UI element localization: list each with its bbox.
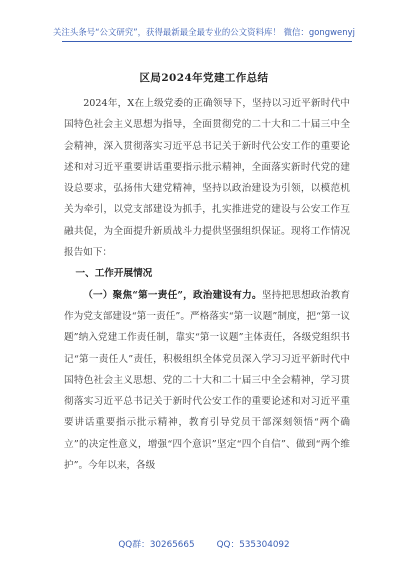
subsection-body: 坚持把思想政治教育作为党支部建设“第一责任”。严格落实“第一议题”制度，把“第一议题”纳入党建工作责任制，靠实“第一议题”主体责任，各级党组织书记“第一责任人”责任，积极组织全体党员深入学习习近平新时代中国特色社会主义思想、党的二十大和二十届三中全会精神，学习贯彻落实习近平总书记关于新时代公安工作的重要论述和对习近平重要讲话重要指示批示精神，教育引导党员干部深刻领悟“两个确立”的决定性意义，增强“四个意识”坚定“四个自信”、做到“两个维护”。今年以来，各级 <box>64 289 350 472</box>
document-body <box>64 93 350 476</box>
subsection-paragraph <box>64 285 350 477</box>
subsection-heading: （一）聚焦“第一责任”，政治建设有力。 <box>83 289 262 301</box>
document-title: 区局2024年党建工作总结 <box>139 72 269 84</box>
contact-footer <box>0 537 408 550</box>
qq-number: QQ：535304092 <box>216 540 290 550</box>
source-banner: 关注头条号“公文研究”，获得最新最全最专业的公文资料库！ 微信：gongwenyj <box>53 27 355 37</box>
qq-group-number: QQ群：30265665 <box>118 540 195 550</box>
section-heading: 一、工作开展情况 <box>75 268 153 280</box>
header-divider <box>62 41 352 42</box>
intro-paragraph: 2024年，X在上级党委的正确领导下，坚持以习近平新时代中国特色社会主义思想为指导，全面贯彻党的二十大和二十届三中全会精神，深入贯彻落实习近平总书记关于新时代公安工作的重要论述和对习近平重要讲话重要指示批示精神，全面落实新时代党的建设总要求，弘扬伟大建党精神，坚持以政治建设为引领，以模范机关为牵引，以党支部建设为抓手，扎实推进党的建设与公安工作互融共促，为全面提升新质战斗力提供坚强组织保证。现将工作情况报告如下： <box>64 98 350 259</box>
